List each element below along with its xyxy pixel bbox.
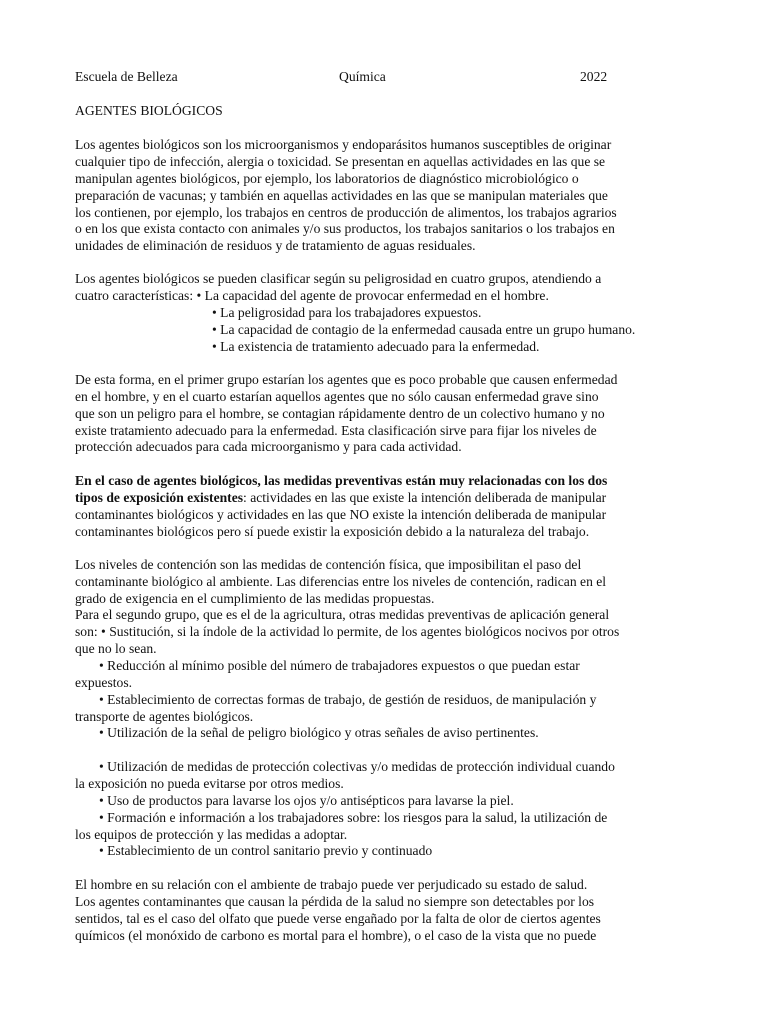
text-line: son: • Sustitución, si la índole de la actividad lo permite, de los agentes biológicos nocivos por otros [75, 624, 620, 639]
list-item: • La capacidad de contagio de la enfermedad causada entre un grupo humano. [212, 322, 636, 337]
text-line: los equipos de protección y las medidas a adoptar. [75, 827, 348, 842]
text-line: o en los que exista contacto con animales y/o sus productos, los trabajos sanitarios o los trabajos en [75, 221, 615, 236]
list-item: • Utilización de medidas de protección colectivas y/o medidas de protección individual cuando [99, 759, 615, 774]
text-line: en el hombre, y en el cuarto estarían aquellos agentes que no sólo causan enfermedad grave sino [75, 389, 599, 404]
text-line: la exposición no pueda evitarse por otros medios. [75, 776, 344, 791]
list-item: • Formación e información a los trabajadores sobre: los riesgos para la salud, la utilización de [99, 810, 608, 825]
list-item: • Establecimiento de un control sanitario previo y continuado [99, 843, 433, 858]
text-line: manipulan agentes biológicos, por ejemplo, los laboratorios de diagnóstico microbiológico o [75, 171, 579, 186]
text-line: los contienen, por ejemplo, los trabajos en centros de producción de alimentos, los trabajos agrarios [75, 205, 617, 220]
text-line: que no lo sean. [75, 641, 157, 656]
text-line [75, 490, 606, 507]
text-line: existe tratamiento adecuado para la enfermedad. Esta clasificación sirve para fijar los niveles de [75, 423, 597, 438]
text-line: unidades de eliminación de residuos y de tratamiento de aguas residuales. [75, 238, 476, 253]
text-line: grado de exigencia en el cumplimiento de las medidas propuestas. [75, 591, 435, 606]
text-line: que son un peligro para el hombre, se contagian rápidamente dentro de un colectivo humano y no [75, 406, 605, 421]
bold-text-line [75, 473, 607, 490]
bold-text: tipos de exposición existentes [75, 490, 244, 505]
text-line: cuatro características: • La capacidad del agente de provocar enfermedad en el hombre. [75, 288, 549, 303]
text-line: expuestos. [75, 675, 133, 690]
list-item: • Uso de productos para lavarse los ojos y/o antisépticos para lavarse la piel. [99, 793, 514, 808]
text-line: cualquier tipo de infección, alergia o toxicidad. Se presentan en aquellas actividades en las que se [75, 154, 606, 169]
list-item: • Establecimiento de correctas formas de trabajo, de gestión de residuos, de manipulación y [99, 692, 597, 707]
text-line: sentidos, tal es el caso del olfato que puede verse engañado por la falta de olor de ciertos agentes [75, 911, 601, 926]
bold-text: En el caso de agentes biológicos, las medidas preventivas están muy relacionadas con los dos [75, 473, 608, 488]
text-line: Los agentes biológicos son los microorganismos y endoparásitos humanos susceptibles de originar [75, 137, 612, 152]
header-school: Escuela de Belleza [75, 69, 178, 84]
text-line: protección adecuados para cada microorganismo y para cada actividad. [75, 439, 462, 454]
text-line: contaminantes biológicos pero sí puede existir la exposición debido a la naturaleza del trabajo. [75, 524, 590, 539]
text-line: De esta forma, en el primer grupo estarían los agentes que es poco probable que causen enfermedad [75, 372, 618, 387]
list-item: • Reducción al mínimo posible del número de trabajadores expuestos o que puedan estar [99, 658, 580, 673]
plain-text: : actividades en las que existe la intención deliberada de manipular [243, 490, 607, 505]
text-line: contaminante biológico al ambiente. Las diferencias entre los niveles de contención, radican en el [75, 574, 607, 589]
text-line: químicos (el monóxido de carbono es mortal para el hombre), o el caso de la vista que no puede [75, 928, 597, 943]
text-line: Los agentes contaminantes que causan la pérdida de la salud no siempre son detectables por los [75, 894, 595, 909]
text-line: preparación de vacunas; y también en aquellas actividades en las que se manipulan materiales que [75, 188, 608, 203]
text-line: Para el segundo grupo, que es el de la agricultura, otras medidas preventivas de aplicación general [75, 607, 610, 622]
text-line: Los agentes biológicos se pueden clasificar según su peligrosidad en cuatro grupos, atendiendo a [75, 271, 602, 286]
list-item: • Utilización de la señal de peligro biológico y otras señales de aviso pertinentes. [99, 725, 539, 740]
header-subject: Química [339, 69, 386, 84]
list-item: • La peligrosidad para los trabajadores expuestos. [212, 305, 482, 320]
header-year: 2022 [580, 69, 608, 84]
text-line: Los niveles de contención son las medidas de contención física, que imposibilitan el paso del [75, 557, 582, 572]
list-item: • La existencia de tratamiento adecuado para la enfermedad. [212, 339, 540, 354]
text-line: El hombre en su relación con el ambiente de trabajo puede ver perjudicado su estado de salud. [75, 877, 588, 892]
text-line: contaminantes biológicos y actividades en las que NO existe la intención deliberada de manipular [75, 507, 607, 522]
document-title: AGENTES BIOLÓGICOS [75, 103, 223, 118]
text-line: transporte de agentes biológicos. [75, 709, 254, 724]
